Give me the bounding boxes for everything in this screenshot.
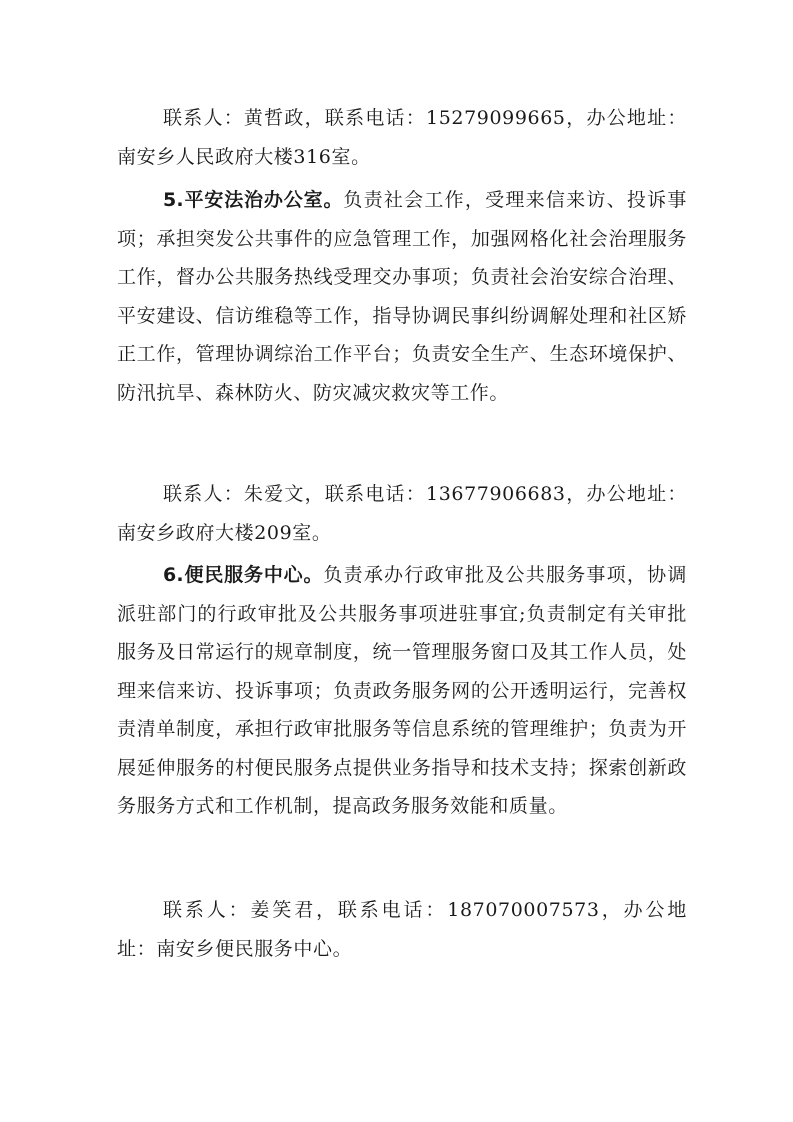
section-5-paragraph: [117, 181, 687, 412]
section-5-body: 负责社会工作，受理来信来访、投诉事项；承担突发公共事件的应急管理工作，加强网格化社会治理服务工作，督办公共服务热线受理交办事项；负责社会治安综合治理、平安建设、信访维稳等工作，指导协调民事纠纷调解处理和社区矫正工作，管理协调综治工作平台；负责安全生产、生态环境保护、防汛抗旱、森林防火、防灾减灾救灾等工作。: [117, 189, 687, 404]
section-6-paragraph: [117, 556, 687, 826]
section-5-heading: 5.平安法治办公室。: [163, 189, 344, 211]
section-5-contact: 联系人：朱爱文，联系电话：13677906683，办公地址：南安乡政府大楼209室。: [117, 483, 687, 544]
section-6-heading: 6.便民服务中心。: [163, 564, 324, 586]
contact-paragraph-previous: 联系人：黄哲政，联系电话：15279099665，办公地址：南安乡人民政府大楼316室。: [117, 107, 687, 168]
section-6-body: 负责承办行政审批及公共服务事项，协调派驻部门的行政审批及公共服务事项进驻事宜;负责制定有关审批服务及日常运行的规章制度，统一管理服务窗口及其工作人员，处理来信来访、投诉事项；负责政务服务网的公开透明运行，完善权责清单制度，承担行政审批服务等信息系统的管理维护；负责为开展延伸服务的村便民服务点提供业务指导和技术支持；探索创新政务服务方式和工作机制，提高政务服务效能和质量。: [117, 564, 687, 817]
section-6-contact: 联系人：姜笑君，联系电话：187070007573，办公地址：南安乡便民服务中心。: [117, 899, 687, 960]
